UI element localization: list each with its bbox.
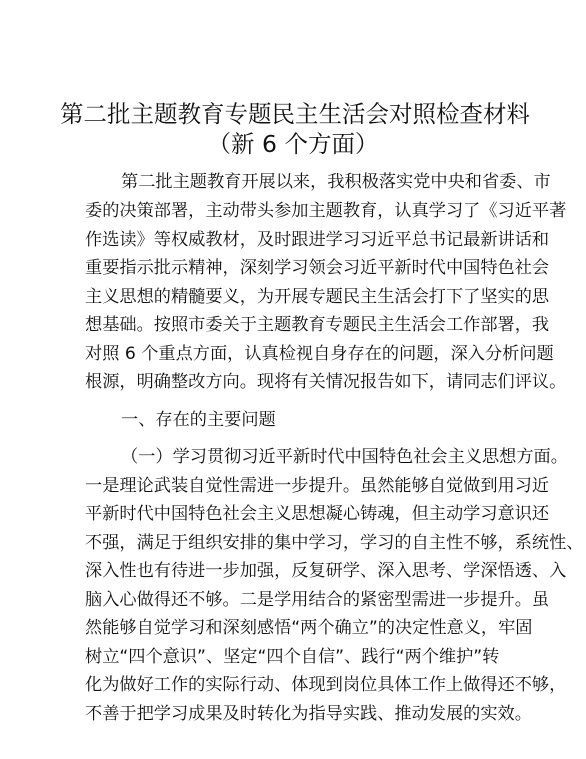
paragraph-line: 委的决策部署，主动带头参加主题教育，认真学习了《习近平著 — [85, 201, 567, 221]
document-title: 第二批主题教育专题民主生活会对照检查材料 — [60, 100, 530, 128]
paragraph-line: 对照 6 个重点方面，认真检视自身存在的问题，深入分析问题 — [85, 344, 554, 364]
paragraph-line: 脑入心做得还不够。二是学用结合的紧密型需进一步提升。虽 — [85, 590, 550, 610]
paragraph-line: 根源，明确整改方向。现将有关情况报告如下，请同志们评议。 — [85, 372, 567, 392]
paragraph-line: 化为做好工作的实际行动、体现到岗位具体工作上做得还不够， — [85, 675, 567, 695]
section-heading: 一、存在的主要问题 — [121, 410, 276, 430]
paragraph-line: 作选读》等权威教材，及时跟进学习习近平总书记最新讲话和 — [85, 230, 550, 250]
paragraph-line: 一是理论武装自觉性需进一步提升。虽然能够自觉做到用习近 — [85, 476, 550, 496]
paragraph-line: 树立“四个意识”、坚定“四个自信”、践行“两个维护”转 — [85, 647, 500, 667]
paragraph-line: 平新时代中国特色社会主义思想凝心铸魂，但主动学习意识还 — [85, 504, 550, 524]
paragraph-line: 第二批主题教育开展以来，我积极落实党中央和省委、市 — [121, 172, 551, 192]
paragraph-line: 深入性也有待进一步加强，反复研学、深入思考、学深悟透、入 — [85, 561, 567, 581]
paragraph-line: 不强，满足于组织安排的集中学习，学习的自主性不够，系统性、 — [85, 533, 584, 553]
document-subtitle: （新 6 个方面） — [207, 130, 379, 158]
paragraph-line: 想基础。按照市委关于主题教育专题民主生活会工作部署，我 — [85, 315, 550, 335]
paragraph-line: 不善于把学习成果及时转化为指导实践、推动发展的实效。 — [85, 704, 532, 724]
paragraph-line: 然能够自觉学习和深刻感悟“两个确立”的决定性意义，牢固 — [85, 618, 533, 638]
paragraph-line: 主义思想的精髓要义，为开展专题民主生活会打下了坚实的思 — [85, 287, 550, 307]
subsection-heading: （一）学习贯彻习近平新时代中国特色社会主义思想方面。 — [121, 447, 568, 467]
paragraph-line: 重要指示批示精神，深刻学习领会习近平新时代中国特色社会 — [85, 258, 550, 278]
